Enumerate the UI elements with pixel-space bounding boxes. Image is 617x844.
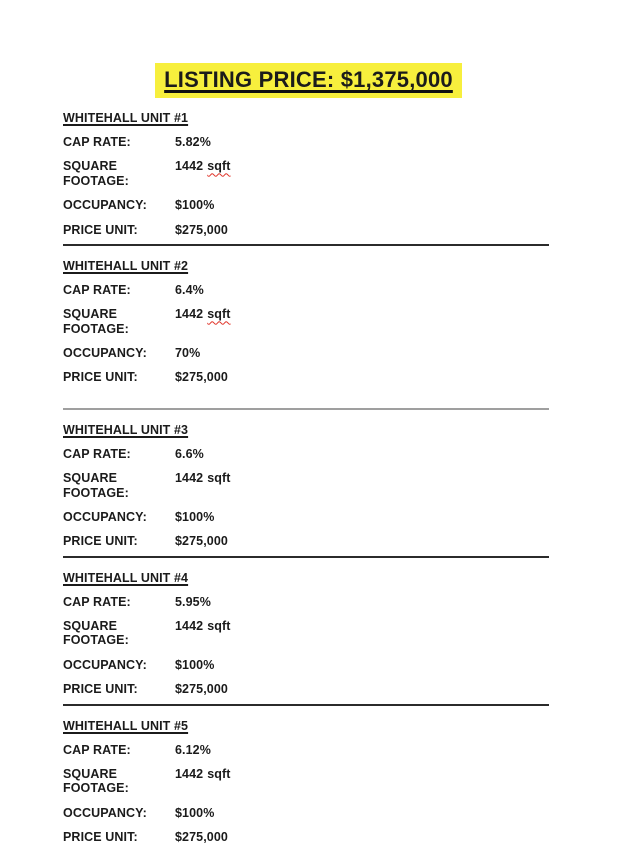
occupancy-label: OCCUPANCY: [63, 658, 175, 672]
square-footage-unit: sqft [207, 471, 230, 485]
occupancy-label: OCCUPANCY: [63, 806, 175, 820]
unit-heading: WHITEHALL UNIT #2 [63, 259, 549, 273]
price-unit-label: PRICE UNIT: [63, 534, 175, 548]
cap-rate-label: CAP RATE: [63, 135, 175, 149]
square-footage-value [175, 767, 231, 796]
occupancy-value: $100% [175, 658, 214, 672]
square-footage-label: SQUARE FOOTAGE: [63, 307, 175, 336]
square-footage-label: SQUARE FOOTAGE: [63, 471, 175, 500]
square-footage-number: 1442 [175, 619, 203, 633]
square-footage-row [63, 619, 549, 648]
price-unit-row [63, 370, 549, 384]
square-footage-number: 1442 [175, 767, 203, 781]
square-footage-unit: sqft [207, 619, 230, 633]
unit-section-4 [63, 571, 549, 706]
section-divider [63, 556, 549, 558]
occupancy-label: OCCUPANCY: [63, 346, 175, 360]
occupancy-row [63, 658, 549, 672]
square-footage-row [63, 307, 549, 336]
cap-rate-value: 6.6% [175, 447, 204, 461]
cap-rate-row [63, 135, 549, 149]
unit-heading: WHITEHALL UNIT #5 [63, 719, 549, 733]
cap-rate-value: 6.12% [175, 743, 211, 757]
price-unit-row [63, 223, 549, 237]
cap-rate-label: CAP RATE: [63, 283, 175, 297]
unit-heading: WHITEHALL UNIT #1 [63, 111, 549, 125]
occupancy-row [63, 806, 549, 820]
square-footage-unit: sqft [207, 767, 230, 781]
square-footage-value [175, 307, 231, 336]
document-content [63, 111, 549, 844]
occupancy-label: OCCUPANCY: [63, 198, 175, 212]
cap-rate-label: CAP RATE: [63, 447, 175, 461]
price-unit-label: PRICE UNIT: [63, 830, 175, 844]
occupancy-row [63, 198, 549, 212]
title-band [0, 0, 617, 98]
square-footage-unit: sqft [207, 307, 230, 321]
occupancy-row [63, 346, 549, 360]
occupancy-value: $100% [175, 198, 214, 212]
occupancy-row [63, 510, 549, 524]
square-footage-number: 1442 [175, 159, 203, 173]
listing-price-title: LISTING PRICE: $1,375,000 [155, 63, 462, 98]
square-footage-label: SQUARE FOOTAGE: [63, 767, 175, 796]
square-footage-value [175, 619, 231, 648]
price-unit-value: $275,000 [175, 370, 228, 384]
section-divider [63, 244, 549, 246]
occupancy-value: $100% [175, 510, 214, 524]
cap-rate-row [63, 595, 549, 609]
square-footage-row [63, 471, 549, 500]
cap-rate-row [63, 447, 549, 461]
price-unit-row [63, 830, 549, 844]
unit-section-3 [63, 423, 549, 558]
price-unit-label: PRICE UNIT: [63, 223, 175, 237]
cap-rate-label: CAP RATE: [63, 743, 175, 757]
price-unit-value: $275,000 [175, 830, 228, 844]
price-unit-label: PRICE UNIT: [63, 682, 175, 696]
square-footage-label: SQUARE FOOTAGE: [63, 619, 175, 648]
unit-heading: WHITEHALL UNIT #3 [63, 423, 549, 437]
unit-heading: WHITEHALL UNIT #4 [63, 571, 549, 585]
unit-section-5 [63, 719, 549, 844]
cap-rate-value: 5.82% [175, 135, 211, 149]
cap-rate-label: CAP RATE: [63, 595, 175, 609]
occupancy-label: OCCUPANCY: [63, 510, 175, 524]
square-footage-value [175, 159, 231, 188]
square-footage-number: 1442 [175, 307, 203, 321]
square-footage-row [63, 767, 549, 796]
occupancy-value: $100% [175, 806, 214, 820]
cap-rate-row [63, 743, 549, 757]
cap-rate-value: 6.4% [175, 283, 204, 297]
square-footage-row [63, 159, 549, 188]
price-unit-value: $275,000 [175, 682, 228, 696]
price-unit-label: PRICE UNIT: [63, 370, 175, 384]
square-footage-unit: sqft [207, 159, 230, 173]
price-unit-row [63, 682, 549, 696]
price-unit-value: $275,000 [175, 534, 228, 548]
cap-rate-row [63, 283, 549, 297]
square-footage-value [175, 471, 231, 500]
section-divider [63, 704, 549, 706]
square-footage-number: 1442 [175, 471, 203, 485]
cap-rate-value: 5.95% [175, 595, 211, 609]
unit-section-1 [63, 111, 549, 246]
square-footage-label: SQUARE FOOTAGE: [63, 159, 175, 188]
occupancy-value: 70% [175, 346, 200, 360]
price-unit-row [63, 534, 549, 548]
unit-section-2 [63, 259, 549, 410]
section-divider [63, 408, 549, 410]
price-unit-value: $275,000 [175, 223, 228, 237]
